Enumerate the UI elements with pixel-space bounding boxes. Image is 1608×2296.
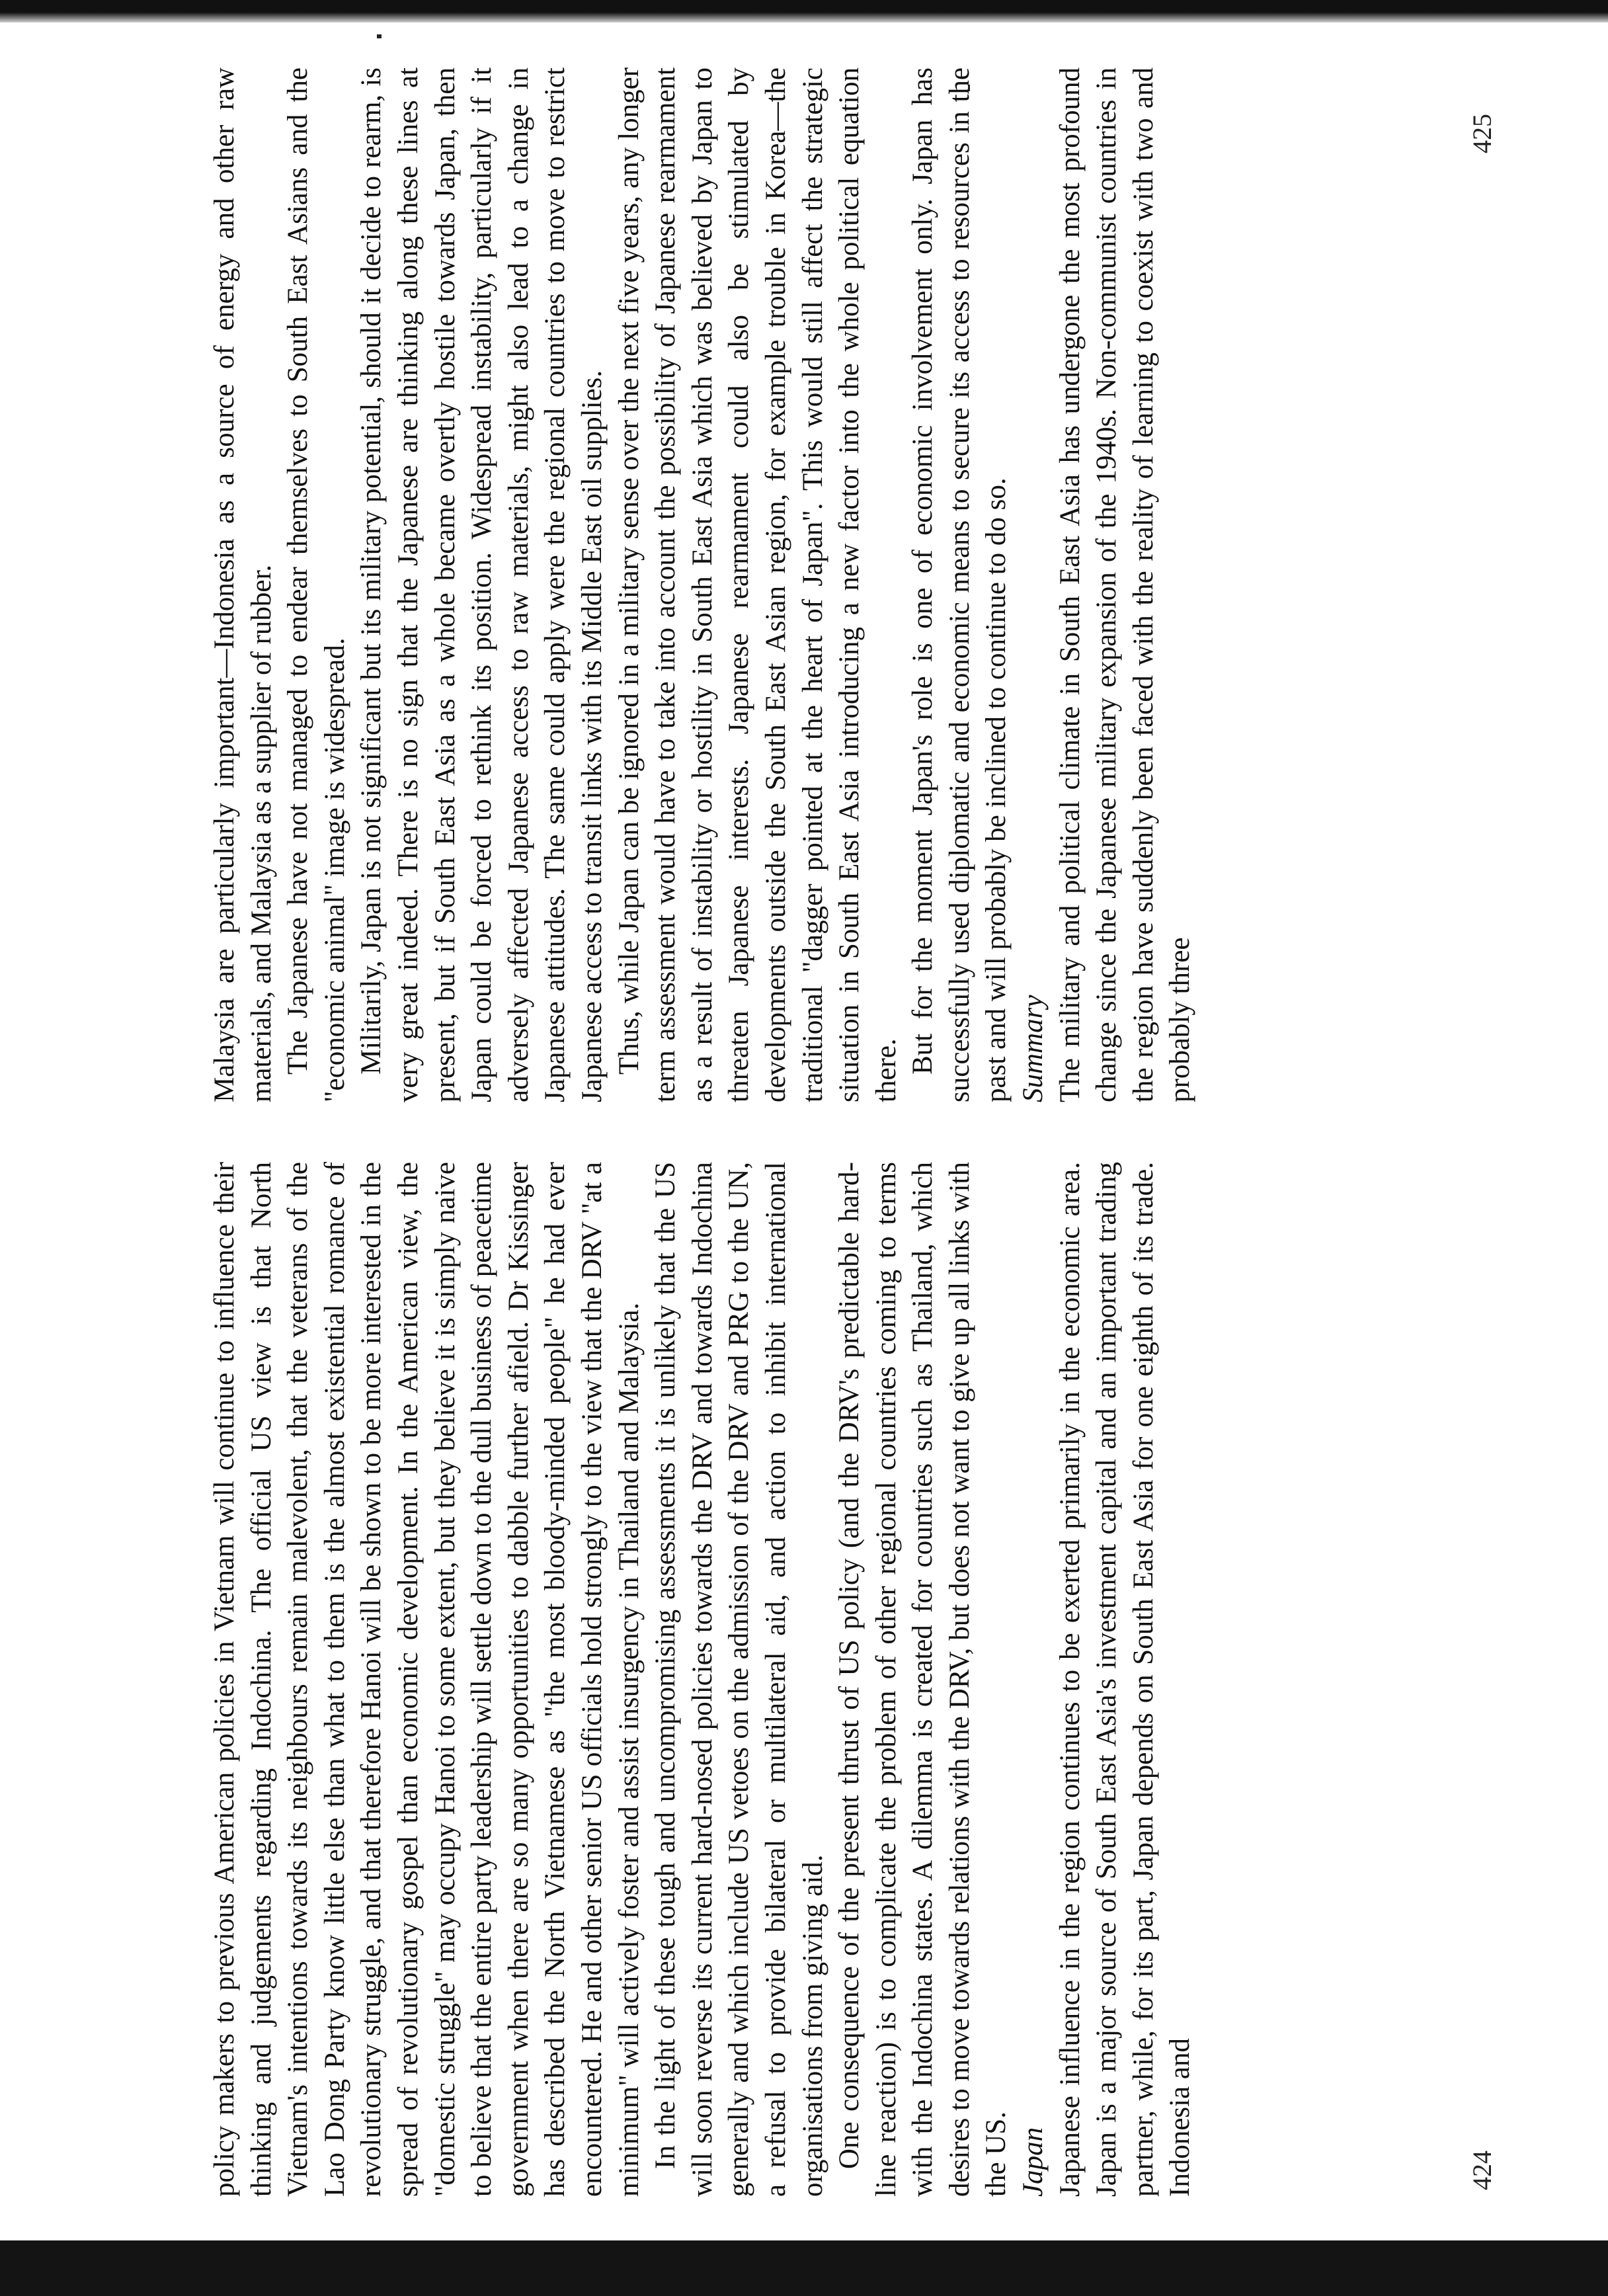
- paragraph: Thus, while Japan can be ignored in a military sense over the next five years, any longer term assessment would have to take into account the possibility of Japanese rearmament as a result of instability or hostility in South East Asia which was believed by Japan to threaten Japanese interests. Japanese rearmament could also be stimulated by developments outside the South East Asian region, for example trouble in Korea—the traditional "dagger pointed at the heart of Japan". This would still affect the strategic situation in South East Asia introducing a new factor into the whole political equation there.: [613, 67, 902, 1102]
- paragraph: The military and political climate in South East Asia has undergone the most profound change since the Japanese military expansion of the 1940s. Non-communist countries in the region have suddenly been faced with the reality of learning to coexist with two and probably three: [1054, 67, 1196, 1102]
- scan-bottom-edge: [0, 2240, 1608, 2296]
- paragraph: The Japanese have not managed to endear themselves to South East Asians and the "economic animal" image is widespread.: [282, 67, 350, 1102]
- left-page: [206, 1162, 1199, 2197]
- paragraph: Militarily, Japan is not significant but its military potential, should it decide to rearm, is very great indeed. There is no sign that the Japanese are thinking along these lines at present, but if South East Asia as a whole became overtly hostile towards Japan, then Japan could be forced to rethink its position. Widespread instability, particularly if it adversely affected Japanese access to raw materials, might also lead to a change in Japanese attitudes. The same could apply were the regional countries to move to restrict Japanese access to transit links with its Middle East oil supplies.: [356, 67, 608, 1102]
- right-page: [206, 67, 1199, 1102]
- paragraph: But for the moment Japan's role is one of economic involvement only. Japan has successfully used diplomatic and economic means to secure its access to resources in the past and will probably be inclined to continue to do so.: [907, 67, 1012, 1102]
- paragraph: One consequence of the present thrust of US policy (and the DRV's predictable hard-line reaction) is to complicate the problem of other regional countries coming to terms with the Indochina states. A dilemma is created for countries such as Thailand, which desires to move towards relations with the DRV, but does not want to give up all links with the US.: [834, 1162, 1012, 2197]
- paragraph: policy makers to previous American policies in Vietnam will continue to influence their thinking and judgements regarding Indochina. The official US view is that North Vietnam's intentions towards its neighbours remain malevolent, that the veterans of the Lao Dong Party know little else than what to them is the almost existential romance of revolutionary struggle, and that therefore Hanoi will be shown to be more interested in the spread of revolutionary gospel than economic development. In the American view, the "domestic struggle" may occupy Hanoi to some extent, but they believe it is simply naive to believe that the entire party leadership will settle down to the dull business of peacetime government when there are so many opportunities to dabble further afield. Dr Kissinger has described the North Vietnamese as "the most bloody-minded people" he had ever encountered. He and other senior US officials hold strongly to the view that the DRV "at a minimum" will actively foster and assist insurgency in Thailand and Malaysia.: [209, 1162, 645, 2197]
- section-heading-summary: Summary: [1018, 995, 1049, 1102]
- paragraph: Malaysia are particularly important—Indonesia as a source of energy and other raw materials, and Malaysia as a supplier of rubber.: [209, 67, 277, 1102]
- page-number: 424: [1467, 2151, 1497, 2190]
- paragraph: Japanese influence in the region continues to be exerted primarily in the economic area. Japan is a major source of South East Asia's investment capital and an important trading partner, while, for its part, Japan depends on South East Asia for one eighth of its trade. Indonesia and: [1054, 1162, 1196, 2197]
- paragraph: In the light of these tough and uncompromising assessments it is unlikely that the US will soon reverse its current hard-nosed policies towards the DRV and towards Indochina generally and which include US vetoes on the admission of the DRV and PRG to the UN, a refusal to provide bilateral or multilateral aid, and action to inhibit international organisations from giving aid.: [650, 1162, 828, 2197]
- section-heading-japan: Japan: [1018, 2127, 1049, 2197]
- page-number: 425: [1467, 114, 1497, 153]
